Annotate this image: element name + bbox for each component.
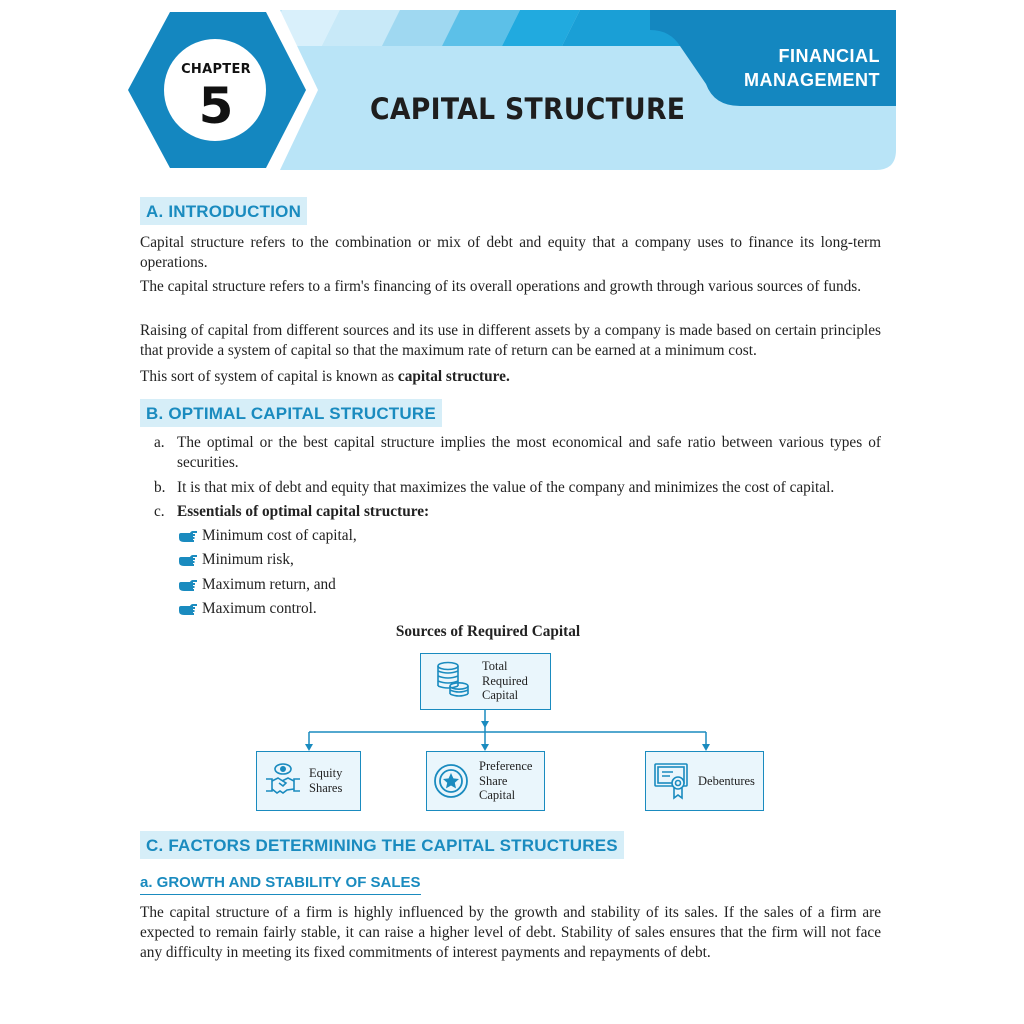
equity-line2: Shares xyxy=(309,780,343,795)
bullet-item xyxy=(178,575,336,595)
bullet-text: Minimum risk, xyxy=(202,551,294,568)
pointing-hand-icon xyxy=(178,579,198,593)
chapter-number: 5 xyxy=(198,77,234,135)
list-item-text: The optimal or the best capital structure implies the most economical and safe ratio between various types of securities. xyxy=(177,434,881,471)
equity-shares-box xyxy=(256,751,361,811)
debentures-label xyxy=(698,774,755,789)
sales-stability-paragraph: The capital structure of a firm is highly influenced by the growth and stability of its sales. If the sales of a firm are expected to remain fairly stable, it can raise a higher level of debt. Stability of sales ensures that the firm will not face any difficulty in meeting its fixed commitments of interest payments and repayments of debt. xyxy=(140,904,881,961)
preference-capital-box xyxy=(426,751,545,811)
intro-paragraph-4 xyxy=(140,367,881,387)
total-capital-box xyxy=(420,653,551,710)
page-title: CAPITAL STRUCTURE xyxy=(370,92,686,126)
bullet-text: Maximum return, and xyxy=(202,576,336,593)
total-capital-line1: Total xyxy=(482,659,508,673)
list-item-text: Essentials of optimal capital structure: xyxy=(177,503,430,520)
bullet-text: Minimum cost of capital, xyxy=(202,527,357,544)
debentures-line1: Debentures xyxy=(698,774,755,788)
preference-capital-label xyxy=(479,759,532,803)
coins-stack-icon xyxy=(435,660,471,700)
bullet-item xyxy=(178,599,317,619)
list-item xyxy=(154,433,881,473)
bullet-item xyxy=(178,550,294,570)
chapter-label: CHAPTER xyxy=(181,62,251,77)
diagram-title: Sources of Required Capital xyxy=(395,623,581,640)
book-title-line2: MANAGEMENT xyxy=(744,70,880,90)
total-capital-line2: Required xyxy=(482,673,528,688)
section-a-heading: A. INTRODUCTION xyxy=(140,197,307,225)
book-title xyxy=(744,44,880,92)
section-b-heading: B. OPTIMAL CAPITAL STRUCTURE xyxy=(140,399,442,427)
equity-shares-label xyxy=(309,766,342,795)
debentures-box xyxy=(645,751,764,811)
total-capital-label xyxy=(482,659,528,703)
list-marker: a. xyxy=(154,434,165,451)
bullet-text: Maximum control. xyxy=(202,600,317,617)
bullet-item xyxy=(178,526,357,546)
star-badge-icon xyxy=(432,762,470,800)
list-item xyxy=(154,478,881,498)
preference-line2: Share xyxy=(479,773,508,788)
pointing-hand-icon xyxy=(178,530,198,544)
preference-line1: Preference xyxy=(479,759,533,773)
list-marker: b. xyxy=(154,479,166,496)
total-capital-line3: Capital xyxy=(482,688,519,702)
pointing-hand-icon xyxy=(178,554,198,568)
intro-paragraph-4-bold: capital structure. xyxy=(397,368,510,385)
intro-paragraph-4-text: This sort of system of capital is known as xyxy=(140,368,395,385)
intro-paragraph-1: Capital structure refers to the combination or mix of debt and equity that a company uses to finance its long-term operations. xyxy=(140,234,881,271)
list-item xyxy=(154,502,881,522)
intro-paragraph-3: Raising of capital from different sources and its use in different assets by a company is made based on certain principles that provide a system of capital so that the maximum rate of return can be earned at a minimum cost. xyxy=(140,322,881,359)
preference-line3: Capital xyxy=(479,788,516,802)
handshake-icon xyxy=(264,761,302,799)
intro-paragraph-2: The capital structure refers to a firm's financing of its overall operations and growth through various sources of funds. xyxy=(140,278,862,295)
book-title-line1: FINANCIAL xyxy=(778,46,880,66)
section-c-heading: C. FACTORS DETERMINING THE CAPITAL STRUCTURES xyxy=(140,831,624,859)
equity-line1: Equity xyxy=(309,766,343,780)
certificate-icon xyxy=(653,761,691,801)
section-c-subheading: a. GROWTH AND STABILITY OF SALES xyxy=(140,874,421,895)
pointing-hand-icon xyxy=(178,603,198,617)
list-marker: c. xyxy=(154,503,165,520)
list-item-text: It is that mix of debt and equity that maximizes the value of the company and minimizes the cost of capital. xyxy=(177,479,835,496)
